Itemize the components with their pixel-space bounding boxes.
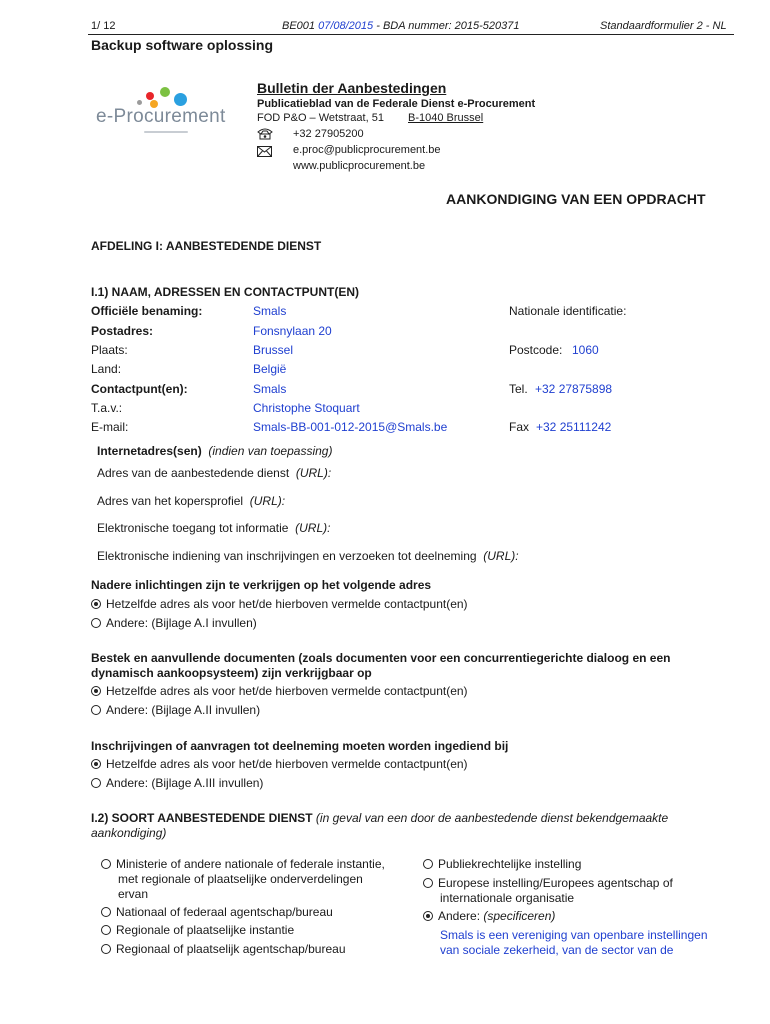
radio-empty-icon[interactable] — [101, 925, 111, 935]
radio-empty-icon[interactable] — [91, 778, 101, 788]
authority-option-public-body[interactable] — [423, 857, 581, 871]
tel-value: +32 27875898 — [535, 382, 613, 396]
option-label: Regionale of plaatselijke instantie — [116, 923, 295, 937]
submissions-other-option[interactable] — [91, 776, 263, 790]
internet-label: Internetadres(sen) — [97, 444, 202, 458]
documents-same-option[interactable] — [91, 684, 468, 698]
radio-empty-icon[interactable] — [91, 705, 101, 715]
url-line — [97, 466, 331, 480]
email-value[interactable]: Smals-BB-001-012-2015@Smals.be — [253, 420, 448, 434]
authority-option-regional-authority[interactable] — [101, 923, 294, 937]
authority-type-hint-line2: aankondiging) — [91, 826, 167, 840]
option-label: Ministerie of andere nationale of federale instantie, — [116, 857, 385, 871]
radio-empty-icon[interactable] — [423, 859, 433, 869]
radio-empty-icon[interactable] — [101, 944, 111, 954]
url-line — [97, 549, 519, 563]
email-label: E-mail: — [91, 420, 129, 434]
option-label: Andere: (Bijlage A.II invullen) — [106, 703, 261, 717]
authority-option-ministry[interactable] — [101, 857, 385, 871]
fax-label: Fax — [509, 420, 530, 434]
url-line — [97, 494, 285, 508]
info-address-same-option[interactable] — [91, 597, 468, 611]
e-procurement-logo — [90, 80, 230, 138]
url-line-hint: (URL): — [249, 494, 286, 508]
authority-option-national-agency[interactable] — [101, 905, 333, 919]
publisher-website[interactable]: www.publicprocurement.be — [293, 160, 426, 172]
city-label: Plaats: — [91, 343, 128, 357]
publisher-email[interactable]: e.proc@publicprocurement.be — [293, 144, 441, 156]
radio-empty-icon[interactable] — [101, 859, 111, 869]
url-line-hint: (URL): — [483, 549, 519, 563]
option-label: Andere: (Bijlage A.III invullen) — [106, 776, 264, 790]
option-label: Hetzelfde adres als voor het/de hierboven vermelde contactpunt(en) — [106, 757, 468, 771]
city-value: Brussel — [253, 343, 294, 357]
radio-selected-icon[interactable] — [91, 599, 101, 609]
authority-type-heading — [91, 811, 668, 825]
other-authority-description: Smals is een vereniging van openbare instellingen — [440, 928, 708, 942]
internet-addresses-heading — [97, 444, 332, 458]
mail-icon — [257, 146, 272, 157]
option-label: Publiekrechtelijke instelling — [438, 857, 582, 871]
authority-type-title: I.2) SOORT AANBESTEDENDE DIENST — [91, 811, 313, 825]
form-label: Standaardformulier 2 - NL — [600, 20, 727, 32]
option-label-line2: internationale organisatie — [440, 891, 575, 905]
section-heading: AFDELING I: AANBESTEDENDE DIENST — [91, 239, 322, 253]
official-name-label: Officiële benaming: — [91, 304, 203, 318]
documents-title: Bestek en aanvullende documenten (zoals documenten voor een concurrentiegerichte dialoog en een — [91, 651, 671, 665]
postal-address-value: Fonsnylaan 20 — [253, 324, 332, 338]
option-label: Hetzelfde adres als voor het/de hierboven vermelde contactpunt(en) — [106, 684, 468, 698]
publisher-phone: +32 27905200 — [293, 128, 364, 140]
contact-value: Smals — [253, 382, 287, 396]
option-label: Nationaal of federaal agentschap/bureau — [116, 905, 333, 919]
option-label: Hetzelfde adres als voor het/de hierboven vermelde contactpunt(en) — [106, 597, 468, 611]
option-label: Regionaal of plaatselijk agentschap/bureau — [116, 942, 346, 956]
postcode-value: 1060 — [572, 343, 599, 357]
url-line-hint: (URL): — [295, 466, 332, 480]
url-line — [97, 521, 330, 535]
internet-hint: (indien van toepassing) — [208, 444, 333, 458]
subsection-heading: I.1) NAAM, ADRESSEN EN CONTACTPUNT(EN) — [91, 285, 360, 299]
documents-title-line2: dynamisch aankoopsysteem) zijn verkrijgbaar op — [91, 666, 372, 680]
radio-empty-icon[interactable] — [423, 878, 433, 888]
submissions-title: Inschrijvingen of aanvragen tot deelneming moeten worden ingediend bij — [91, 739, 509, 753]
radio-selected-icon[interactable] — [91, 686, 101, 696]
attention-label: T.a.v.: — [91, 401, 123, 415]
attention-value: Christophe Stoquart — [253, 401, 360, 415]
authority-option-european-institution[interactable] — [423, 876, 673, 890]
postcode-label: Postcode: — [509, 343, 563, 357]
option-label-line3: ervan — [118, 887, 149, 901]
documents-other-option[interactable] — [91, 703, 260, 717]
option-label: Andere: — [438, 909, 481, 923]
logo-text: e-Procurement — [96, 106, 226, 127]
submissions-same-option[interactable] — [91, 757, 468, 771]
notice-title: AANKONDIGING VAN EEN OPDRACHT — [446, 191, 706, 207]
reference-date: 07/08/2015 — [318, 20, 374, 32]
publisher-subtitle: Publicatieblad van de Federale Dienst e-Procurement — [257, 98, 536, 110]
authority-option-other[interactable] — [423, 909, 555, 923]
url-line-text: Adres van het kopersprofiel — [97, 494, 244, 508]
option-label-line2: met regionale of plaatselijke onderverdelingen — [118, 872, 363, 886]
postal-address-label: Postadres: — [91, 324, 154, 338]
url-line-hint: (URL): — [295, 521, 331, 535]
authority-option-regional-agency[interactable] — [101, 942, 346, 956]
option-hint: (specificeren) — [483, 909, 556, 923]
url-line-text: Elektronische indiening van inschrijvingen en verzoeken tot deelneming — [97, 549, 477, 563]
official-name-value: Smals — [253, 304, 287, 318]
option-label: Andere: (Bijlage A.I invullen) — [106, 616, 257, 630]
reference — [282, 20, 520, 32]
national-id-label: Nationale identificatie: — [509, 304, 627, 318]
reference-prefix: BE001 — [282, 20, 316, 32]
phone-icon — [256, 127, 274, 140]
header-rule — [88, 34, 734, 35]
page-number: 1/ 12 — [91, 20, 116, 32]
radio-empty-icon[interactable] — [91, 618, 101, 628]
contact-label: Contactpunt(en): — [91, 382, 188, 396]
option-label: Europese instelling/Europees agentschap of — [438, 876, 673, 890]
reference-suffix: - BDA nummer: 2015-520371 — [376, 20, 520, 32]
fax-value: +32 25111242 — [536, 420, 612, 434]
info-address-title: Nadere inlichtingen zijn te verkrijgen op het volgende adres — [91, 578, 432, 592]
publisher-name: Bulletin der Aanbestedingen — [257, 80, 447, 96]
url-line-text: Elektronische toegang tot informatie — [97, 521, 289, 535]
url-line-text: Adres van de aanbestedende dienst — [97, 466, 290, 480]
radio-selected-icon[interactable] — [423, 911, 433, 921]
tel-label: Tel. — [509, 382, 528, 396]
radio-selected-icon[interactable] — [91, 759, 101, 769]
country-value: België — [253, 362, 287, 376]
info-address-other-option[interactable] — [91, 616, 257, 630]
country-label: Land: — [91, 362, 122, 376]
other-authority-description-line2: van sociale zekerheid, van de sector van de — [440, 943, 674, 957]
authority-type-hint: (in geval van een door de aanbestedende dienst bekendgemaakte — [315, 811, 669, 825]
document-title: Backup software oplossing — [91, 37, 274, 53]
publisher-address: FOD P&O – Wetstraat, 51 — [257, 112, 384, 124]
radio-empty-icon[interactable] — [101, 907, 111, 917]
publisher-city: B-1040 Brussel — [408, 112, 484, 124]
